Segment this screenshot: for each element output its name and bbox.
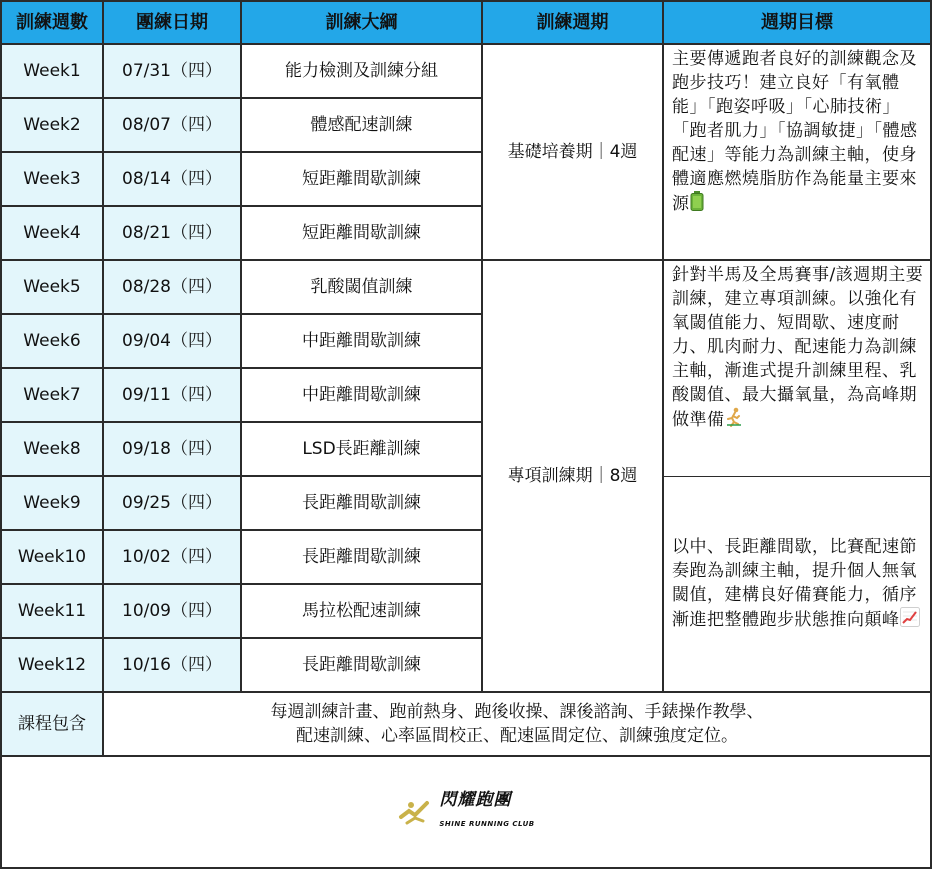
week-cell: Week9 <box>1 476 103 530</box>
goal-text-base: 主要傳遞跑者良好的訓練觀念及跑步技巧！建立良好「有氧體能」「跑姿呼吸」「心肺技術」「跑者肌力」「協調敏捷」「體感配速」等能力為訓練主軸，使身體適應燃燒脂肪作為能量主要來源 <box>672 49 918 214</box>
chart-up-icon <box>900 607 920 634</box>
table-row <box>1 476 931 530</box>
date-cell: 08/14（四） <box>103 152 241 206</box>
topic-cell: 短距離間歇訓練 <box>241 206 482 260</box>
course-line-1: 每週訓練計畫、跑前熱身、跑後收操、課後諮詢、手錶操作教學、 <box>270 702 764 722</box>
topic-cell: 中距離間歇訓練 <box>241 314 482 368</box>
week-cell: Week8 <box>1 422 103 476</box>
goal-cell-base <box>663 44 931 260</box>
date-cell: 08/07（四） <box>103 98 241 152</box>
week-cell: Week7 <box>1 368 103 422</box>
date-cell: 07/31（四） <box>103 44 241 98</box>
week-cell: Week11 <box>1 584 103 638</box>
table-header-row <box>1 1 931 44</box>
topic-cell: 短距離間歇訓練 <box>241 152 482 206</box>
course-content <box>103 692 931 756</box>
goal-text-specific-a: 針對半馬及全馬賽事/該週期主要訓練，建立專項訓練。以強化有氧閾值能力、短間歇、速度耐力、肌肉耐力、配速能力為訓練主軸，漸進式提升訓練里程、乳酸閾值、最大攝氧量，為高峰期做準備 <box>672 265 924 430</box>
battery-icon <box>690 191 704 218</box>
date-cell: 08/21（四） <box>103 206 241 260</box>
topic-cell: 中距離間歇訓練 <box>241 368 482 422</box>
logo-cell <box>1 756 931 868</box>
phase-cell-specific: 專項訓練期｜8週 <box>482 260 663 692</box>
week-cell: Week10 <box>1 530 103 584</box>
phase-cell-base: 基礎培養期｜4週 <box>482 44 663 260</box>
topic-cell: 體感配速訓練 <box>241 98 482 152</box>
table-row <box>1 260 931 314</box>
week-cell: Week5 <box>1 260 103 314</box>
club-logo <box>397 788 534 836</box>
topic-cell: 長距離間歇訓練 <box>241 530 482 584</box>
week-cell: Week1 <box>1 44 103 98</box>
course-label: 課程包含 <box>1 692 103 756</box>
runner-logo-icon <box>397 797 433 827</box>
date-cell: 09/11（四） <box>103 368 241 422</box>
table-row <box>1 44 931 98</box>
header-phase: 訓練週期 <box>482 1 663 44</box>
logo-sub-text: SHINE RUNNING CLUB <box>439 820 535 828</box>
week-cell: Week4 <box>1 206 103 260</box>
logo-main-text: 閃耀跑團 <box>439 790 512 810</box>
date-cell: 09/25（四） <box>103 476 241 530</box>
topic-cell: 長距離間歇訓練 <box>241 638 482 692</box>
header-topic: 訓練大綱 <box>241 1 482 44</box>
week-cell: Week2 <box>1 98 103 152</box>
goal-cell-specific-b <box>663 476 931 692</box>
topic-cell: 馬拉松配速訓練 <box>241 584 482 638</box>
goal-cell-specific-a <box>663 260 931 476</box>
course-line-2: 配速訓練、心率區間校正、配速區間定位、訓練強度定位。 <box>296 726 738 746</box>
date-cell: 10/02（四） <box>103 530 241 584</box>
topic-cell: 乳酸閾值訓練 <box>241 260 482 314</box>
date-cell: 09/18（四） <box>103 422 241 476</box>
header-week: 訓練週數 <box>1 1 103 44</box>
topic-cell: 能力檢測及訓練分組 <box>241 44 482 98</box>
header-goal: 週期目標 <box>663 1 931 44</box>
date-cell: 10/16（四） <box>103 638 241 692</box>
topic-cell: LSD長距離訓練 <box>241 422 482 476</box>
runner-icon <box>725 407 743 434</box>
date-cell: 09/04（四） <box>103 314 241 368</box>
date-cell: 08/28（四） <box>103 260 241 314</box>
date-cell: 10/09（四） <box>103 584 241 638</box>
course-row <box>1 692 931 756</box>
header-date: 團練日期 <box>103 1 241 44</box>
logo-row <box>1 756 931 868</box>
week-cell: Week6 <box>1 314 103 368</box>
week-cell: Week3 <box>1 152 103 206</box>
week-cell: Week12 <box>1 638 103 692</box>
goal-text-specific-b: 以中、長距離間歇，比賽配速節奏跑為訓練主軸，提升個人無氧閾值，建構良好備賽能力，循序漸進把整體跑步狀態推向顛峰 <box>672 537 917 631</box>
topic-cell: 長距離間歇訓練 <box>241 476 482 530</box>
